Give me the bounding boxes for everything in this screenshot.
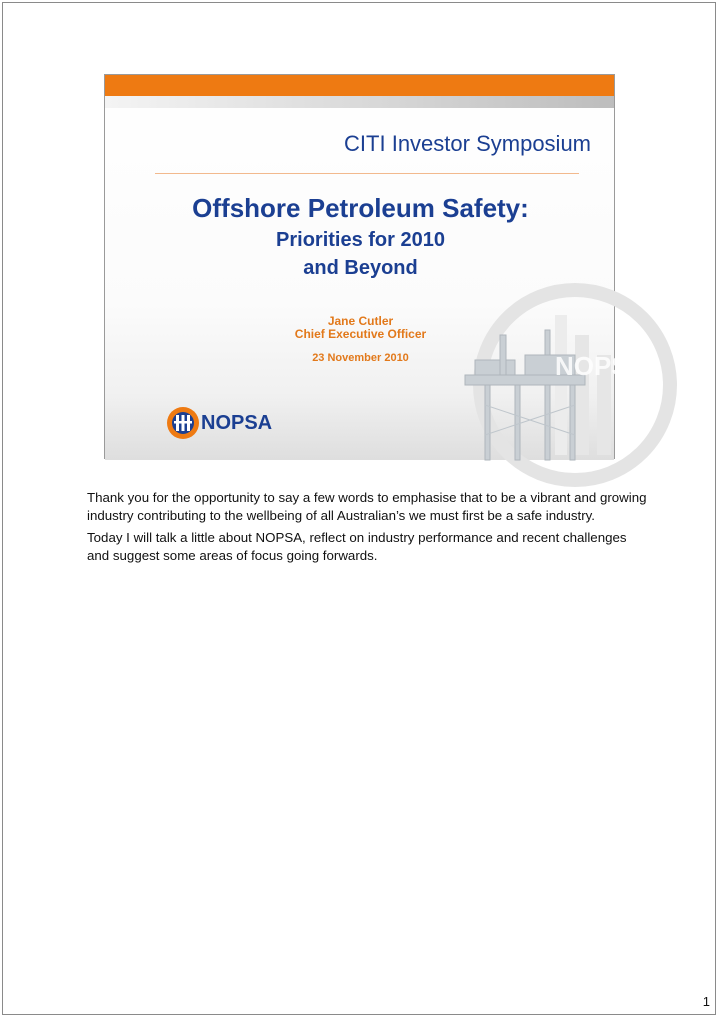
speaker-notes: [87, 489, 647, 569]
nopsa-logo-icon: [166, 406, 200, 440]
presenter-name: Jane Cutler: [327, 314, 394, 328]
notes-paragraph: Thank you for the opportunity to say a few words to emphasise that to be a vibrant and growing industry contributing to the wellbeing of all Australian’s we must first be a safe industry.: [87, 490, 647, 523]
slide-grey-band: [105, 96, 614, 108]
presenter-role: Chief Executive Officer: [294, 327, 427, 341]
slide-subtitle-line1: Priorities for 2010: [276, 229, 445, 251]
page-number: 1: [702, 994, 710, 1009]
title-divider: [155, 173, 579, 174]
logo-text: NOPSA: [201, 412, 273, 434]
slide-orange-bar: [105, 75, 614, 96]
watermark-text: NOPSA: [555, 351, 648, 381]
notes-paragraph: Today I will talk a little about NOPSA, reflect on industry performance and recent challenges and suggest some areas of focus going forwards.: [87, 530, 627, 563]
slide-subtitle-line2: and Beyond: [303, 257, 418, 279]
slide-title: Offshore Petroleum Safety:: [192, 193, 529, 223]
slide-thumbnail: [104, 74, 648, 459]
offshore-platform-icon: [405, 275, 648, 460]
event-title: CITI Investor Symposium: [344, 131, 591, 156]
presentation-date: 23 November 2010: [312, 352, 409, 364]
